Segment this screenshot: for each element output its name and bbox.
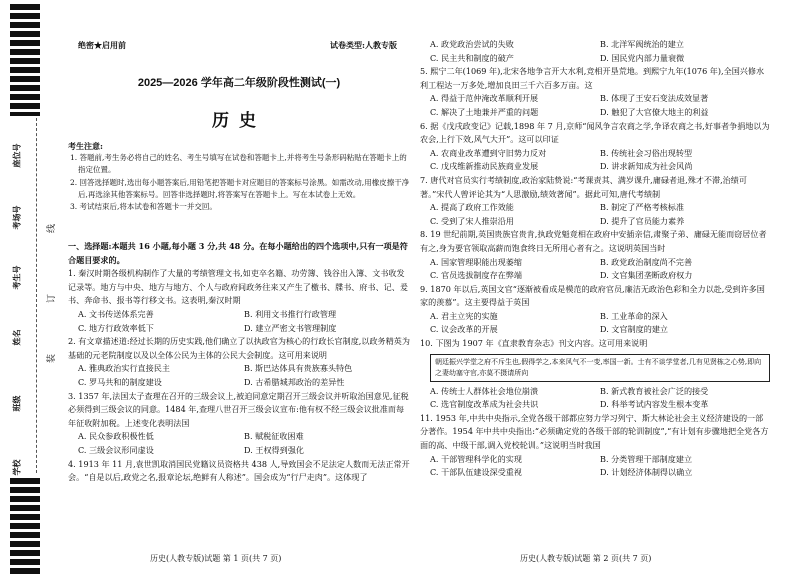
q3-option-d[interactable]: D. 王权得到强化 — [244, 444, 304, 455]
right-column — [420, 38, 770, 480]
seat-number-field[interactable]: 座位号 — [11, 143, 22, 168]
binding-mark-order: 订 — [47, 293, 58, 304]
q11-option-c[interactable]: C. 干部队伍建设深受重视 — [430, 467, 522, 478]
q1-option-b[interactable]: B. 利用文书推行行政管理 — [244, 308, 337, 319]
q6-option-b[interactable]: B. 传统社会习俗出现转型 — [600, 147, 693, 158]
binding-margin — [0, 0, 58, 579]
question-8: 8. 19 世纪前期,英国贵族官贵肯,执政党魁竟相在政府中安插亲信,肃聚子弟、庸碌无能而窃居位者有之,身为要官领取高薪而饱食终日无所用心者有之。这说明英国当时 — [420, 229, 767, 253]
q5-option-d[interactable]: D. 触犯了大官僚大地主的利益 — [600, 106, 709, 117]
q4-option-c[interactable]: C. 民主共和制度的破产 — [430, 52, 514, 63]
question-9: 9. 1870 年以后,英国文官“逐渐被看成是模范的政府官员,廉洁无政治色彩和全力以赴,受到许多国家的羡慕”。这主要得益于英国 — [420, 283, 765, 308]
q8-option-d[interactable]: D. 文官集团垄断政府权力 — [600, 270, 693, 281]
class-field[interactable]: 班级 — [11, 395, 22, 412]
subject-title: 历史 — [212, 111, 266, 131]
question-3: 3. 1357 年,法国太子查理在召开的三级会议上,被迫同意定期召开三级会议并听取治国意见,征税必须得到三级会议的同意。1484 年,查理八世召开三级会议宣布:他有权不经三级会议批准而每年征收附加税。上述变化表明法国 — [68, 390, 409, 428]
q11-option-a[interactable]: A. 干部管理科学化的实现 — [430, 453, 522, 464]
school-field[interactable]: 学校 — [11, 459, 22, 476]
q2-option-b[interactable]: B. 斯巴达体具有贵族寡头特色 — [244, 363, 353, 374]
section-heading: 一、选择题:本题共 16 小题,每小题 3 分,共 48 分。在每小题给出的四个选项中,只有一项是符合题目要求的。 — [68, 241, 408, 265]
question-5: 5. 熙宁二年(1069 年),北宋各地争言开大水利,竞相开垦荒地。到熙宁九年(1076 年),全国兴修水利工程达一万多处,增加良田三千六百多万亩。这 — [420, 66, 765, 90]
q1-option-d[interactable]: D. 建立严密文书管理制度 — [244, 322, 337, 333]
q8-option-a[interactable]: A. 国家管理职能出现萎缩 — [430, 256, 522, 267]
notice-title: 考生注意: — [68, 141, 103, 151]
q7-option-b[interactable]: B. 制定了严格考核标准 — [600, 202, 684, 213]
question-4: 4. 1913 年 11 月,袁世凯取消国民党籍议员资格共 438 人,导致国会不足法定人数而无法正常开会。“自是以后,政党之名,报章论坛,绝鲜有人称述”。国会成为“行尸走肉”。这体现了 — [68, 458, 410, 483]
name-field[interactable]: 姓名 — [11, 329, 22, 346]
q5-option-a[interactable]: A. 得益于范仲淹改革顺利开展 — [430, 93, 539, 104]
q11-option-d[interactable]: D. 计划经济体制得以确立 — [600, 467, 693, 478]
q9-option-d[interactable]: D. 文官制度的建立 — [600, 324, 669, 335]
q9-option-a[interactable]: A. 君主立宪的实施 — [430, 310, 498, 321]
question-11: 11. 1953 年,中共中央指示,全党各级干部都应努力学习列宁、斯大林论社会主义经济建设的一部分著作。1954 年中共中央指出:“必须确定党的各级干部的轮训制度”,“有计划有步骤地把全党各方面的高、中级干部,调入党校轮训。”这说明当时我国 — [420, 412, 769, 451]
q10-option-a[interactable]: A. 传统士人群体社会地位崩溃 — [430, 385, 539, 396]
notice-item: 2. 回答选择题时,选出每小题答案后,用铅笔把答题卡对应题目的答案标号涂黑。如需改动,用橡皮擦干净后,再选涂其他答案标号。回答非选择题时,将答案写在答题卡上。写在本试卷上无效。 — [70, 177, 410, 199]
exam-room-field[interactable]: 考场号 — [11, 205, 22, 230]
q10-option-d[interactable]: D. 科举考试内容发生根本变革 — [600, 399, 709, 410]
q2-option-d[interactable]: D. 古希腊城邦政治的差异性 — [244, 376, 345, 387]
q7-option-c[interactable]: C. 受到了宋人推崇沿用 — [430, 215, 514, 226]
q4-option-b[interactable]: B. 北洋军阀统治的建立 — [600, 39, 684, 49]
q5-option-c[interactable]: C. 解决了土地兼并严重的问题 — [430, 106, 539, 117]
q4-option-a[interactable]: A. 政党政治尝试的失败 — [430, 39, 514, 49]
q7-option-a[interactable]: A. 提高了政府工作效能 — [430, 202, 514, 213]
q9-option-c[interactable]: C. 议会改革的开展 — [430, 324, 498, 335]
q11-option-b[interactable]: B. 分类管理干部制度建立 — [600, 453, 693, 464]
barcode-stripes-bottom — [10, 478, 40, 574]
q10-option-b[interactable]: B. 新式教育被社会广泛的接受 — [600, 385, 709, 396]
q2-option-a[interactable]: A. 雅典政治实行直接民主 — [78, 363, 170, 374]
q3-option-b[interactable]: B. 赋税征收困难 — [244, 431, 304, 442]
notice-item: 1. 答题前,考生务必将自己的姓名、考生号填写在试卷和答题卡上,并将考生号条形码粘贴在答题卡上的指定位置。 — [70, 153, 407, 175]
page-footer-right: 历史(人教专版)试题 第 2 页(共 7 页) — [520, 554, 652, 563]
q1-option-c[interactable]: C. 地方行政效率低下 — [78, 322, 154, 333]
q5-option-b[interactable]: B. 体现了王安石变法成效显著 — [600, 93, 709, 104]
paper-type-label: 试卷类型:人教专版 — [330, 40, 397, 50]
question-10: 10. 下图为 1907 年《直隶教育杂志》刊文内容。这可用来说明 — [420, 338, 648, 349]
q10-option-c[interactable]: C. 选官制度改革成为社会共识 — [430, 399, 539, 410]
q3-option-a[interactable]: A. 民众参政积极性低 — [78, 431, 154, 442]
q6-option-d[interactable]: D. 讲求新知成为社会风尚 — [600, 161, 693, 172]
q7-option-d[interactable]: D. 提升了官员能力素养 — [600, 215, 685, 226]
q1-option-a[interactable]: A. 文书传送体系完善 — [78, 308, 154, 319]
barcode-stripes-top — [10, 4, 40, 116]
q8-option-c[interactable]: C. 官员选拔制度存在弊端 — [430, 270, 522, 281]
notice-item: 3. 考试结束后,将本试卷和答题卡一并交回。 — [70, 202, 217, 212]
page-footer-left: 历史(人教专版)试题 第 1 页(共 7 页) — [150, 554, 282, 563]
q4-option-d[interactable]: D. 国民党内部力量衰微 — [600, 52, 685, 63]
q10-source-box: 朝廷振兴学堂之府不斥生也,假得学之,本来风气不一变,率国一新。士有不谈学堂者,几有见贤栋之心势,即向之妻幼塞守官,亦莫不摄请所向 — [430, 354, 770, 382]
q3-option-c[interactable]: C. 三级会议形同虚设 — [78, 444, 154, 455]
binding-mark-line: 线 — [47, 223, 58, 234]
binding-dashed-line — [36, 118, 37, 473]
q6-option-a[interactable]: A. 农商业改革遭到守旧势力反对 — [430, 147, 547, 158]
question-6: 6. 据《戊戌政变记》记载,1898 年 7 月,京师“闻风争言农商之学,争译农商之书,好事者争捐地以为农会,上行下效,风气大开”。这可以印证 — [420, 120, 770, 145]
q8-option-b[interactable]: B. 政党政治制度尚不完善 — [600, 256, 693, 267]
q6-option-c[interactable]: C. 戊戌维新推动民族商业发展 — [430, 161, 539, 172]
student-number-field[interactable]: 考生号 — [11, 265, 22, 290]
exam-title: 2025—2026 学年高二年级阶段性测试(一) — [137, 77, 341, 89]
binding-mark-bind: 装 — [47, 353, 58, 364]
exam-notice — [68, 140, 410, 213]
left-column — [68, 240, 410, 485]
q9-option-b[interactable]: B. 工业革命的深入 — [600, 310, 668, 321]
question-2: 2. 有文章描述道:经过长期的历史实践,他们确立了以执政官为核心的行政长官制度,以政务精英为基础的元老院制度以及以全体公民为主体的公民大会制度。这可用来说明 — [68, 336, 410, 360]
secret-label: 绝密★启用前 — [78, 40, 126, 50]
question-7: 7. 唐代对官员实行考绩制度,政治家陆贽说:“考课责其、满岁课升,庸碌者退,殊才不滞,治绩可著。”宋代人曾评论其为“人思激励,绩效著闻”。据此可知,唐代考绩制 — [420, 174, 747, 199]
question-1: 1. 秦汉时期各级机构制作了大量的考绩管理文书,如吏卒名籍、功劳簿、钱谷出入簿、文书收发记录等。地方与中央、地方与地方、个人与政府间政务往来又产生了檄书、牒书、府书、记、爰书、奔命书、报书等行移文书。这表明,秦汉时期 — [68, 268, 408, 306]
q2-option-c[interactable]: C. 罗马共和的制度建设 — [78, 376, 162, 387]
